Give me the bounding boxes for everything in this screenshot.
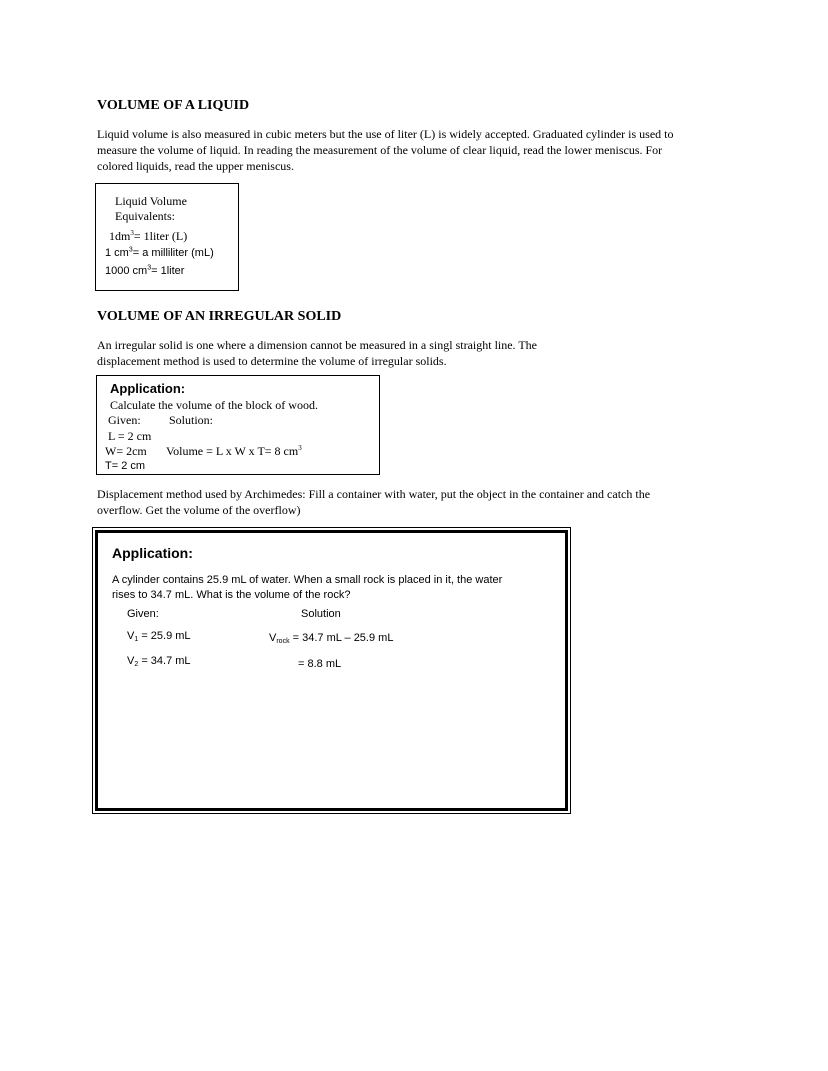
solution-label: Solution:: [169, 413, 214, 427]
application-box-wood: [96, 375, 380, 475]
solution-volume-sup: 3: [298, 444, 302, 452]
displacement-paragraph: [97, 486, 737, 518]
eq1-right: = 1liter (L): [133, 229, 188, 243]
v2-label: V: [127, 655, 135, 667]
v1-label: V: [127, 630, 135, 642]
eq2-sup: 3: [128, 246, 133, 254]
application-box-rock: [95, 530, 568, 811]
eq1-sup: 3: [130, 229, 134, 237]
v2-sub: 2: [134, 661, 139, 668]
application-title: Application:: [112, 545, 193, 561]
solution-volume: [166, 444, 302, 459]
equivalent-dm3: [109, 229, 187, 244]
paragraph-line: colored liquids, read the upper meniscus.: [97, 159, 294, 173]
application-question-line1: A cylinder contains 25.9 mL of water. When a small rock is placed in it, the water: [112, 574, 503, 586]
paragraph-line: displacement method is used to determine the volume of irregular solids.: [97, 354, 447, 368]
application-question: Calculate the volume of the block of wood.: [110, 398, 318, 412]
application-question-line2: rises to 34.7 mL. What is the volume of the rock?: [112, 589, 351, 601]
vrock-value: = 34.7 mL – 25.9 mL: [292, 632, 394, 644]
given-label: Given:: [108, 413, 141, 427]
paragraph-line: overflow. Get the volume of the overflow): [97, 503, 301, 517]
given-thickness: T= 2 cm: [105, 460, 146, 472]
section-heading-irregular-solid: VOLUME OF AN IRREGULAR SOLID: [97, 309, 342, 324]
given-label: Given:: [127, 608, 159, 620]
eq3-right: = 1liter: [151, 265, 185, 277]
paragraph-line: An irregular solid is one where a dimension cannot be measured in a singl straight line. The: [97, 338, 537, 352]
equivalent-1000cm3: [105, 265, 184, 277]
solution-result: = 8.8 mL: [298, 658, 342, 670]
solution-volume-text: Volume = L x W x T= 8 cm: [166, 444, 299, 458]
section-heading-liquid: VOLUME OF A LIQUID: [97, 98, 250, 113]
paragraph-line: Displacement method used by Archimedes: Fill a container with water, put the object in the container and catch the: [97, 487, 651, 501]
given-width: W= 2cm: [105, 444, 147, 458]
solution-label: Solution: [301, 608, 341, 620]
equivalents-title-line1: Liquid Volume: [115, 194, 187, 208]
equivalents-title-line2: Equivalents:: [115, 209, 175, 223]
vrock-sub: rock: [276, 638, 290, 645]
paragraph-line: measure the volume of liquid. In reading the measurement of the volume of clear liquid, read the lower meniscus. For: [97, 143, 663, 157]
liquid-equivalents-box: [95, 183, 239, 291]
liquid-paragraph: [97, 126, 737, 174]
v1-value: = 25.9 mL: [141, 630, 191, 642]
given-length: L = 2 cm: [108, 429, 152, 443]
paragraph-line: Liquid volume is also measured in cubic meters but the use of liter (L) is widely accepted. Graduated cylinder is used to: [97, 127, 674, 141]
given-v1: [127, 630, 191, 642]
v1-sub: 1: [134, 636, 139, 643]
eq3-left: 1000 cm: [105, 265, 148, 277]
given-v2: [127, 655, 191, 667]
vrock-label: V: [269, 632, 277, 644]
v2-value: = 34.7 mL: [141, 655, 191, 667]
eq2-left: 1 cm: [105, 247, 129, 259]
irregular-solid-paragraph: [97, 337, 697, 369]
eq3-sup: 3: [147, 264, 152, 272]
application-title: Application:: [110, 381, 186, 396]
equivalent-cm3: [105, 247, 214, 259]
eq1-left: 1dm: [109, 229, 131, 243]
solution-vrock: [269, 632, 393, 644]
eq2-right: = a milliliter (mL): [132, 247, 214, 259]
